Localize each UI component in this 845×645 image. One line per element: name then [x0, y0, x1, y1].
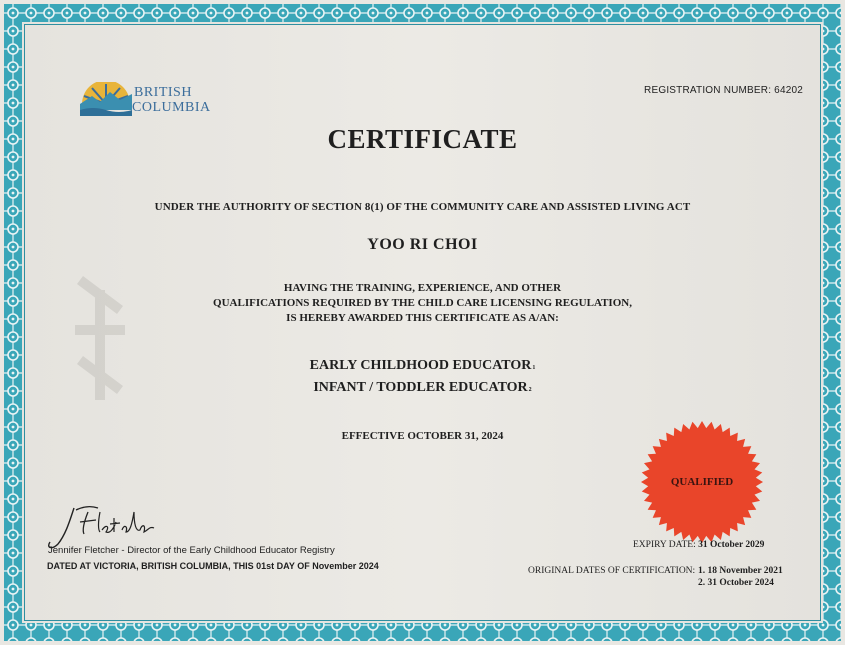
logo-line-1: BRITISH [134, 85, 192, 100]
signer-title: Jennifer Fletcher - Director of the Early Childhood Educator Registry [48, 545, 335, 556]
expiry-date [633, 540, 764, 550]
expiry-label: EXPIRY DATE: [633, 540, 699, 550]
role-item [0, 378, 845, 400]
awarded-roles [0, 356, 845, 400]
effective-date: EFFECTIVE OCTOBER 31, 2024 [341, 430, 504, 442]
certificate-title: CERTIFICATE [327, 124, 518, 154]
dated-line: DATED AT VICTORIA, BRITISH COLUMBIA, THIS 01st DAY OF November 2024 [47, 561, 379, 571]
statement-line: HAVING THE TRAINING, EXPERIENCE, AND OTHER [283, 282, 562, 294]
role-item [0, 356, 845, 378]
recipient-name: YOO RI CHOI [367, 236, 478, 253]
original-dates-label: ORIGINAL DATES OF CERTIFICATION: [528, 566, 696, 576]
statement-line: QUALIFICATIONS REQUIRED BY THE CHILD CARE LICENSING REGULATION, [213, 297, 632, 309]
bc-sun-logo-icon [80, 82, 132, 118]
bc-logo-text [134, 85, 211, 115]
original-date-item: 2. 31 October 2024 [698, 578, 774, 588]
role-label: INFANT / TODDLER EDUCATOR [313, 380, 528, 395]
expiry-value: 31 October 2029 [698, 540, 765, 550]
authority-statement: UNDER THE AUTHORITY OF SECTION 8(1) OF THE COMMUNITY CARE AND ASSISTED LIVING ACT [154, 201, 691, 213]
original-certification-dates [528, 565, 783, 588]
seal-text: QUALIFIED [670, 476, 734, 488]
role-label: EARLY CHILDHOOD EDUCATOR [309, 358, 532, 373]
qualified-seal [640, 420, 764, 544]
registration-number: REGISTRATION NUMBER: 64202 [644, 85, 803, 96]
role-index: 2 [528, 387, 532, 393]
logo-line-2: COLUMBIA [132, 100, 211, 115]
bc-logo [80, 82, 230, 122]
qualification-statement [0, 281, 845, 326]
statement-line: IS HEREBY AWARDED THIS CERTIFICATE AS A/AN: [286, 312, 559, 324]
original-dates-list [698, 565, 818, 589]
role-index: 1 [532, 365, 536, 371]
original-date-item: 1. 18 November 2021 [698, 566, 783, 576]
